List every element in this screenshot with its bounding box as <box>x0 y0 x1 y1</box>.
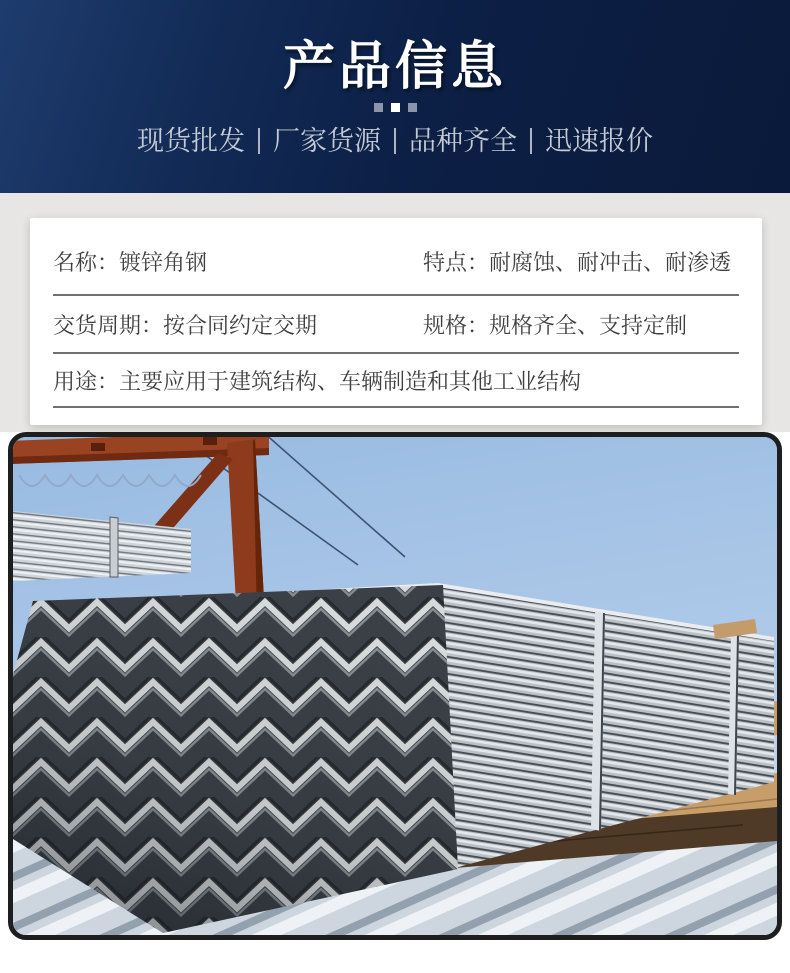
decor-square-icon <box>391 103 400 112</box>
field-features: 特点：耐腐蚀、耐冲击、耐渗透 <box>423 249 732 275</box>
hero-header <box>0 0 790 193</box>
product-photo <box>8 432 782 940</box>
field-specs: 规格：规格齐全、支持定制 <box>423 312 688 338</box>
tagline-separator <box>394 128 396 154</box>
page-title: 产品信息 <box>282 38 507 96</box>
decor-square-icon <box>408 103 417 112</box>
field-delivery: 交货周期：按合同约定交期 <box>53 312 318 338</box>
field-name: 名称：镀锌角钢 <box>53 249 208 275</box>
tagline-item: 厂家货源 <box>273 126 381 156</box>
product-info-card <box>30 218 762 425</box>
tagline-item: 迅速报价 <box>545 126 653 156</box>
info-row-delivery-specs <box>53 296 739 352</box>
info-row-name-features <box>53 228 739 294</box>
info-row-usage <box>53 354 739 406</box>
tagline <box>137 126 653 156</box>
bundle-zigzag-face <box>13 585 458 933</box>
title-decor-squares <box>374 103 417 112</box>
field-usage: 用途：主要应用于建筑结构、车辆制造和其他工业结构 <box>53 368 582 394</box>
tagline-item: 现货批发 <box>137 126 245 156</box>
tagline-item: 品种齐全 <box>409 126 517 156</box>
decor-square-icon <box>374 103 383 112</box>
row-divider <box>53 406 739 408</box>
product-photo-illustration <box>13 437 777 935</box>
tagline-separator <box>530 128 532 154</box>
tagline-separator <box>258 128 260 154</box>
